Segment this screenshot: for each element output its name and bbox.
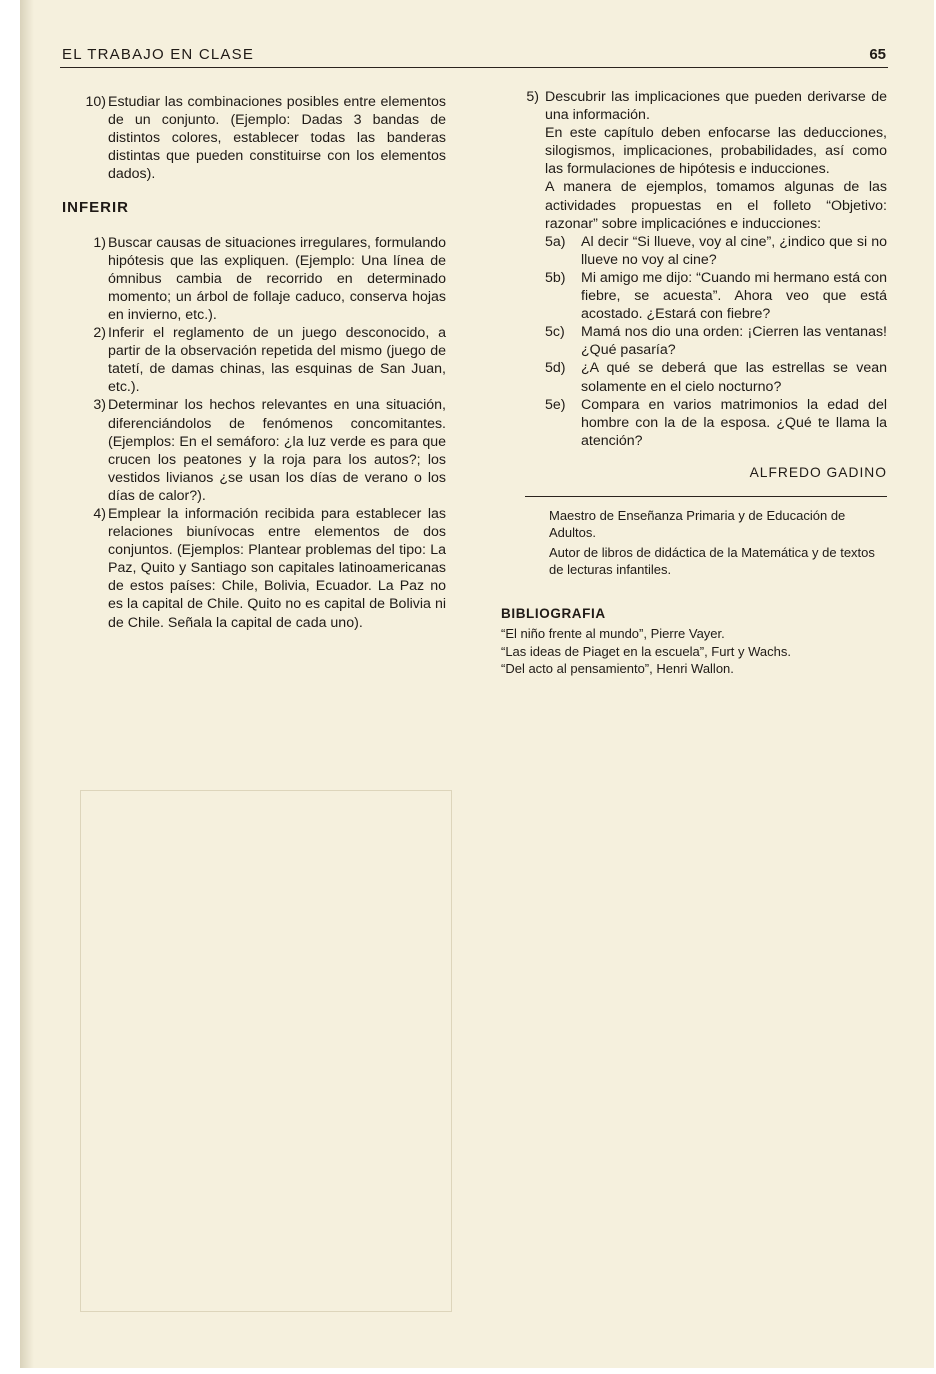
sub-item [545,396,887,450]
bibliography-list [501,625,887,678]
sub-item-number: 5b) [545,269,566,286]
sub-item-number: 5c) [545,324,565,341]
bibliography-entry: “Las ideas de Piaget en la escuela”, Furt y Wachs. [501,643,791,659]
sub-item [545,359,887,395]
left-column [62,93,446,632]
bio-line: Maestro de Enseñanza Primaria y de Educación de Adultos. [549,507,846,541]
list-item [68,93,446,183]
sub-item-number: 5d) [545,360,566,377]
header-title: EL TRABAJO EN CLASE [62,46,255,63]
item-paragraph: En este capítulo deben enfocarse las deducciones, silogismos, implicaciones, probabilidades, así como las formulaciones de hipótesis e inducciones. [545,125,887,178]
sub-item-text: Mi amigo me dijo: “Cuando mi hermano está con fiebre, se acuesta”. Ahora veo que está acostado. ¿Estará con fiebre? [581,269,887,323]
list-item [68,396,446,505]
page-number: 65 [869,46,886,63]
list-item [68,234,446,324]
section-heading: INFERIR [62,199,129,217]
bio-line: Autor de libros de didáctica de la Matemática y de textos de lecturas infantiles. [549,544,875,578]
right-column [501,88,887,678]
item-text: Estudiar las combinaciones posibles entre elementos de un conjunto. (Ejemplo: Dadas 3 bandas de distintos colores, establecer todas las banderas distintas que pueden constituirse con los elementos dados). [108,94,446,183]
item-paragraph: A manera de ejemplos, tomamos algunas de las actividades propuestas en el folleto “Objetivo: razonar” sobre implicaciónes e inducciones: [545,179,887,232]
sub-item-text: ¿A qué se deberá que las estrellas se vean solamente en el cielo nocturno? [581,360,887,395]
sub-item [545,269,887,323]
item-number: 5) [526,89,539,105]
sub-item-text: Mamá nos dio una orden: ¡Cierren las ventanas! ¿Qué pasaría? [581,324,887,359]
bibliography-entry: “Del acto al pensamiento”, Henri Wallon. [501,661,734,677]
item-number: 1) [93,234,106,251]
item-paragraph: Descubrir las implicaciones que pueden derivarse de una información. [545,89,887,124]
item-text: Emplear la información recibida para establecer las relaciones biunívocas entre elementos de dos conjuntos. (Ejemplos: Plantear problemas del tipo: La Paz, Quito y Santiago son capitales latinoamericanas de estos países: Chile, Bolivia, Ecuador. La Paz no es la capital de Chile. Quito no es capital de Bolivia ni de Chile. Señala la capital de cada uno). [108,505,446,631]
bibliography-heading: BIBLIOGRAFIA [501,605,606,621]
item-number: 2) [93,325,106,342]
bleed-through-frame [80,790,452,1312]
sub-item-text: Al decir “Si llueve, voy al cine”, ¿indico que si no llueve no voy al cine? [581,233,887,268]
page-edge-shadow [20,0,34,1368]
page-sheet [20,0,934,1368]
sub-item-number: 5a) [545,233,566,250]
sub-item [545,323,887,359]
author-rule [525,496,887,497]
item-text: Inferir el reglamento de un juego desconocido, a partir de la observación repetida del mismo (juego de tatetí, de damas chinas, las esquinas de San Juan, etc.). [108,325,446,396]
author-name: ALFREDO GADINO [749,464,887,480]
list-item [68,505,446,632]
list-item [501,88,887,450]
sub-item-number: 5e) [545,396,566,413]
item-text: Buscar causas de situaciones irregulares, formulando hipótesis que las expliquen. (Ejemplo: Una línea de ómnibus cambia de recorrido en determinado momento; un árbol de follaje caduco, conserva hojas en invierno, etc.). [108,234,446,323]
item-number: 3) [93,397,106,414]
header-rule [60,67,888,68]
item-number: 4) [93,505,106,522]
sub-item-text: Compara en varios matrimonios la edad del hombre con la de la esposa. ¿Qué te llama la atención? [581,396,887,449]
running-header [62,46,886,68]
bibliography-entry: “El niño frente al mundo”, Pierre Vayer. [501,626,725,642]
sub-item [545,233,887,269]
author-bio [549,507,887,579]
item-text: Determinar los hechos relevantes en una situación, diferenciándolos de fenómenos concomitantes. (Ejemplos: En el semáforo: ¿la luz verde es para que crucen los peatones y la roja para los autos?; los vestidos livianos ¿se usan los días de verano o los días de calor?). [108,397,446,504]
list-item [68,324,446,396]
item-number: 10) [85,94,106,110]
